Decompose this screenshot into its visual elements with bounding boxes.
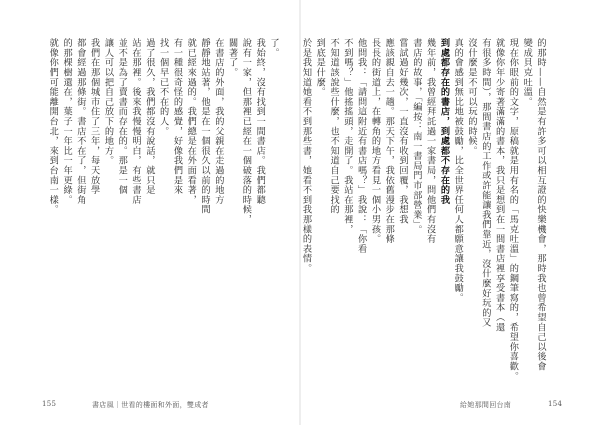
text-column: 到底是什麼。 — [314, 38, 326, 97]
left-page-text — [47, 38, 280, 373]
text-column: 不知道該說些什麼，也不知道自己要找的 — [328, 38, 340, 215]
text-column: 有一種很奇怪的感覺，好像我們是來 — [171, 38, 183, 195]
text-column: 嘗試過好幾次，一直沒有收到回覆，我想我 — [397, 38, 409, 225]
text-column: 沒什麼是不可以玩的時候。 — [466, 38, 478, 156]
text-column: 讓人可以把自己放下的地方。 — [102, 38, 114, 166]
text-column: 不到嗎？」他搖搖頭，走開了。我站在那裡， — [341, 38, 353, 234]
right-page-text — [300, 38, 547, 381]
section-heading: 到處都存在的書店，到處都不存在的我 — [438, 38, 450, 205]
text-column: 真的會感到無比地被鼓勵，比全世界任何人都願意讓我鼓勵。 — [452, 38, 464, 303]
text-column: 都會經過那條街。書店不在了，但街角 — [74, 38, 86, 205]
text-column: 於是我知道她看不到那些書，她看不到我那樣的表情。 — [300, 38, 312, 274]
right-running-head: 給她那間回台南 — [460, 401, 512, 409]
text-column: 有很多時間），那間書店的工作或許能讓我們靠近，沒什麼好玩的又 — [479, 38, 491, 328]
text-column: 就已經來過的。我們總是在外面看著， — [185, 38, 197, 205]
text-column: 的那時——自然是有許多可以相互證的快樂機會，那時我也曾希望自己以後會 — [535, 38, 546, 372]
left-page-number: 155 — [42, 400, 57, 408]
text-column: 現在你眼前的文字，原稿就是用有名的「馬克吐溫」的鋼筆寫的，希望你喜歡。 — [507, 38, 519, 381]
text-column: 靜靜地站著，他是在一個很久以前的時間 — [199, 38, 211, 215]
text-column: 我們在那個城市住了三年，每天放學 — [88, 38, 100, 195]
text-column: 應該親自去一趟。那天下午，我依舊漫步在那條 — [383, 38, 395, 244]
text-column: 找一個早已不在的人。 — [157, 38, 169, 136]
text-column: 長長的街道上，在轉角的地方看見一個小男孩。 — [369, 38, 381, 244]
text-column: 說有一家，但那裡已經在一個破落的時候， — [240, 38, 252, 225]
text-column: 過了很久，我們都沒有說話，就只是 — [143, 38, 155, 195]
text-column: 站在那裡。後來我慢慢明白，有些書店 — [130, 38, 142, 205]
text-column: 在書店的外面，我的父親在走過的地方 — [212, 38, 224, 205]
text-column: 並不是為了賣書而存在的。那是一個 — [116, 38, 128, 195]
text-column: 變成貝克吐溫。 — [521, 38, 533, 107]
text-column: 了。 — [268, 38, 279, 58]
right-page-number: 154 — [548, 400, 563, 408]
text-column: 我始終，沒有找到一間書店。我們都聽 — [254, 38, 266, 205]
text-column: 關著了。 — [226, 38, 238, 78]
text-column: 的那棵樹還在，葉子一年比一年更綠。 — [61, 38, 73, 205]
text-column: 就像你們可能離開台北，來到台南一樣。 — [47, 38, 59, 215]
text-column: 幾年前，我曾經拜託過一家書局，問他們有沒有 — [424, 38, 436, 244]
right-page — [300, 0, 600, 425]
text-column: 書店的故事，「編按：南一書局門市部營業」。 — [410, 38, 422, 235]
left-running-head: 書店風｜世看的樓面和外面，雙成者 — [92, 401, 209, 409]
text-column: 他問我：「請問這附近有書店嗎？」我說：「你看 — [355, 38, 367, 254]
text-column: 就像你年少寄著滿滿的書本，我只是想到在一間書店裡享受書本（還 — [493, 38, 505, 332]
